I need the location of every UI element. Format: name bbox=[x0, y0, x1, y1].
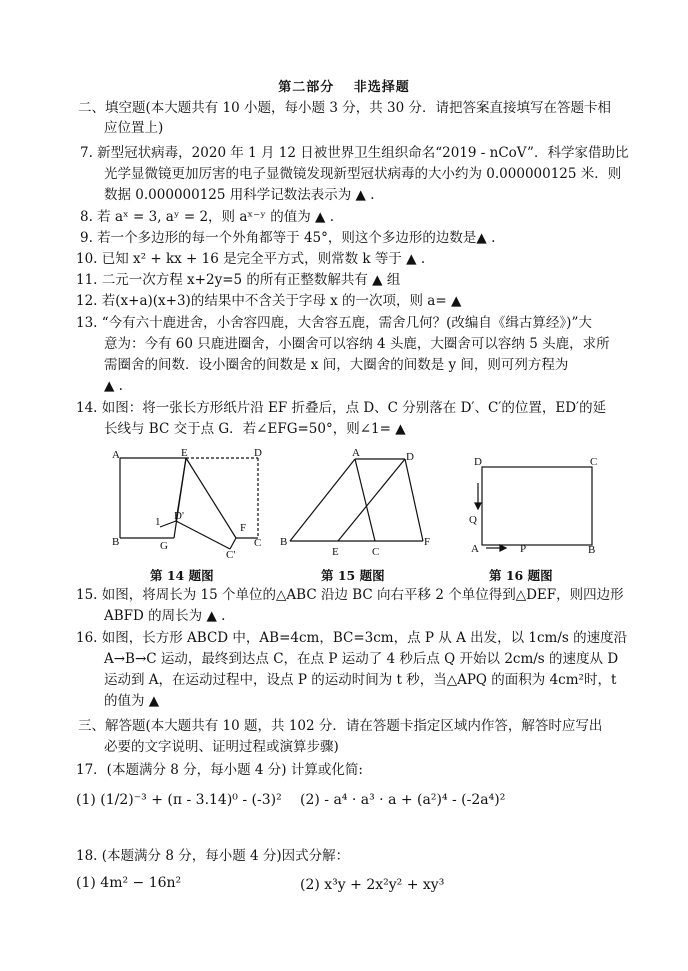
fig14-label-B: B bbox=[112, 536, 120, 548]
fig15-label-E: E bbox=[332, 546, 339, 558]
fig15-label-D: D bbox=[406, 451, 414, 463]
section3-heading: 三、解答题(本大题共有 10 题，共 102 分．请在答题卡指定区域内作答，解答时应写出 bbox=[78, 718, 603, 734]
section2-heading-cont: 应位置上) bbox=[104, 120, 164, 136]
q13-line3: 需圈舍的间数．设小圈舍的间数是 x 间，大圈舍的间数是 y 间，则可列方程为 bbox=[104, 357, 569, 373]
fig16-label-D: D bbox=[474, 456, 482, 468]
figure-14 bbox=[108, 445, 273, 560]
q16-line1: 16. 如图，长方形 ABCD 中，AB=4cm，BC=3cm，点 P 从 A 出发，以 1cm/s 的速度沿 bbox=[76, 630, 628, 646]
q16-line3: 运动到 A，在运动过程中，设点 P 的运动时间为 t 秒，当△APQ 的面积为 4cm²时，t bbox=[104, 672, 617, 688]
q15-line1: 15. 如图，将周长为 15 个单位的△ABC 沿边 BC 向右平移 2 个单位得到△DEF，则四边形 bbox=[76, 587, 624, 603]
fig16-caption: 第 16 题图 bbox=[489, 568, 553, 583]
q9: 9. 若一个多边形的每一个外角都等于 45°，则这个多边形的边数是▲ . bbox=[80, 230, 496, 246]
q18-heading: 18. (本题满分 8 分，每小题 4 分)因式分解： bbox=[76, 848, 350, 864]
fig14-label-Cprime: C' bbox=[226, 549, 236, 560]
fig14-label-E: E bbox=[181, 447, 188, 459]
fig14-label-A: A bbox=[112, 449, 120, 461]
figure-15 bbox=[280, 445, 445, 560]
fig14-label-G: G bbox=[160, 540, 168, 552]
q13-line4: ▲ . bbox=[104, 378, 123, 394]
fig14-label-D: D bbox=[254, 447, 262, 459]
fig15-caption: 第 15 题图 bbox=[321, 568, 385, 583]
q14-line2: 长线与 BC 交于点 G．若∠EFG=50°，则∠1= ▲ bbox=[104, 421, 406, 437]
q12: 12. 若(x+a)(x+3)的结果中不含关于字母 x 的一次项，则 a= ▲ bbox=[76, 293, 462, 309]
q17-part1: (1) (1/2)⁻³ + (π - 3.14)⁰ - (-3)² bbox=[76, 792, 282, 808]
q14-line1: 14. 如图：将一张长方形纸片沿 EF 折叠后，点 D、C 分别落在 D′、C′的位置，ED′的延 bbox=[76, 400, 607, 416]
fig14-label-F: F bbox=[240, 522, 247, 534]
q18-part2: (2) x³y + 2x²y² + xy³ bbox=[300, 877, 445, 893]
q13-line2: 意为：今有 60 只鹿进圈舍，小圈舍可以容纳 4 头鹿，大圈舍可以容纳 5 头鹿，求所 bbox=[104, 336, 610, 352]
fig16-label-C: C bbox=[590, 456, 598, 468]
fig15-label-F: F bbox=[424, 536, 431, 548]
fig14-label-Dprime: D' bbox=[174, 510, 184, 522]
fig16-label-P: P bbox=[520, 543, 527, 555]
q15-line2: ABFD 的周长为 ▲ . bbox=[104, 608, 226, 624]
fig14-caption: 第 14 题图 bbox=[150, 568, 214, 583]
q7-line2: 光学显微镜更加厉害的电子显微镜发现新型冠状病毒的大小约为 0.000000125 米．则 bbox=[104, 166, 622, 182]
section3-heading-cont: 必要的文字说明、证明过程或演算步骤) bbox=[104, 739, 339, 755]
fig15-label-C: C bbox=[372, 546, 380, 558]
q17-part2: (2) - a⁴ · a³ · a + (a²)⁴ - (-2a⁴)² bbox=[300, 792, 506, 808]
fig14-label-C: C bbox=[254, 537, 262, 549]
q16-line2: A→B→C 运动，最终到达点 C，在点 P 运动了 4 秒后点 Q 开始以 2cm/s 的速度从 D bbox=[104, 651, 619, 667]
q10: 10. 已知 x² + kx + 16 是完全平方式，则常数 k 等于 ▲ . bbox=[76, 251, 426, 267]
section2-heading: 二、填空题(本大题共有 10 小题，每小题 3 分，共 30 分．请把答案直接填写在答题卡相 bbox=[78, 100, 611, 116]
figure-16 bbox=[466, 445, 606, 560]
q7-line1: 7. 新型冠状病毒，2020 年 1 月 12 日被世界卫生组织命名“2019 - nCoV”．科学家借助比 bbox=[80, 145, 629, 161]
fig16-label-Q: Q bbox=[469, 514, 477, 526]
fig15-label-B: B bbox=[280, 536, 288, 548]
q17-heading: 17．(本题满分 8 分，每小题 4 分) 计算或化简: bbox=[76, 762, 363, 778]
q13-line1: 13. “今有六十鹿进舍，小舍容四鹿，大舍容五鹿，需舍几何？(改编自《缉古算经》)”大 bbox=[76, 315, 592, 331]
part-title: 第二部分 非选择题 bbox=[278, 80, 410, 95]
q11: 11. 二元一次方程 x+2y=5 的所有正整数解共有 ▲ 组 bbox=[76, 272, 401, 288]
fig15-label-A: A bbox=[352, 447, 360, 459]
q8: 8. 若 aˣ = 3, aʸ = 2，则 aˣ⁻ʸ 的值为 ▲ . bbox=[80, 209, 334, 225]
fig16-label-B: B bbox=[588, 544, 596, 556]
q18-part1: (1) 4m² − 16n² bbox=[76, 875, 182, 891]
fig16-label-A: A bbox=[471, 543, 479, 555]
fig14-label-1: 1 bbox=[155, 516, 161, 528]
q16-line4: 的值为 ▲ bbox=[104, 693, 160, 709]
q7-line3: 数据 0.000000125 用科学记数法表示为 ▲ . bbox=[104, 187, 375, 203]
